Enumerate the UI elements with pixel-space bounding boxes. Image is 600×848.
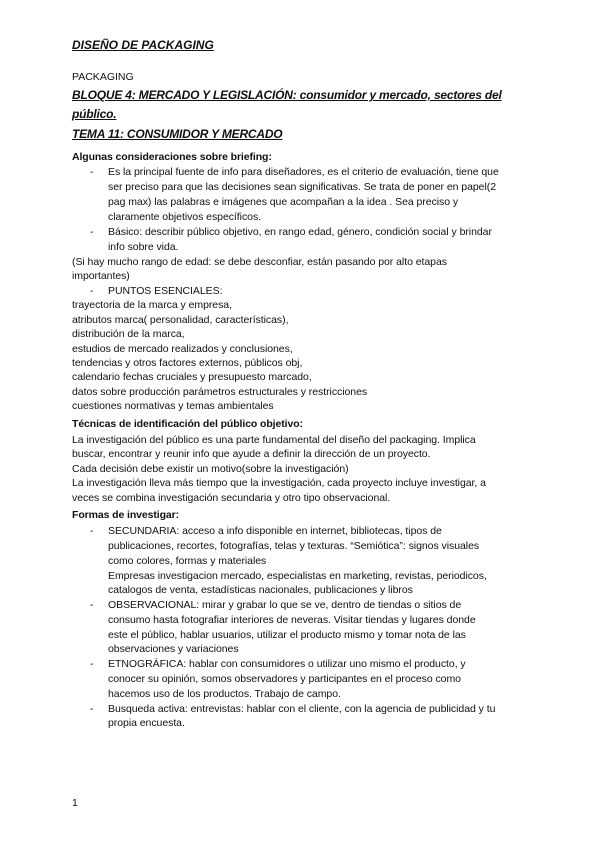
ethnographic-line: hacemos uso de los productos. Trabajo de campo. xyxy=(108,688,341,700)
briefing-heading: Algunas consideraciones sobre briefing: xyxy=(72,151,272,163)
techniques-line: La investigación del público es una parte fundamental del diseño del packaging. Implica xyxy=(72,434,476,446)
secondary-line: como colores, formas y materiales xyxy=(108,555,267,567)
methods-heading: Formas de investigar: xyxy=(72,509,180,521)
techniques-line: buscar, encontrar y reunir info que ayude a definir la dirección de un proyecto. xyxy=(72,448,431,460)
briefing-bullet1-line: Es la principal fuente de info para diseñadores, es el criterio de evaluación, tiene que xyxy=(108,166,499,178)
active-search-line: propia encuesta. xyxy=(108,717,185,729)
briefing-bullet1-line: pag max) las palabras e imágenes que acompañan a la idea . Sea preciso y xyxy=(108,196,459,208)
essentials-item: datos sobre producción parámetros estructurales y restricciones xyxy=(72,386,368,398)
bullet-dash: - xyxy=(90,285,94,297)
briefing-bullet1-line: claramente objetivos específicos. xyxy=(108,211,262,223)
bullet-dash: - xyxy=(90,525,94,537)
techniques-heading: Técnicas de identificación del público objetivo: xyxy=(72,418,303,430)
bullet-dash: - xyxy=(90,703,94,715)
secondary-line: SECUNDARIA: acceso a info disponible en internet, bibliotecas, tipos de xyxy=(108,525,442,537)
ethnographic-line: conocer su opinión, somos observadores y participantes en el proceso como xyxy=(108,673,461,685)
briefing-note-line: importantes) xyxy=(72,270,130,282)
essentials-item: trayectoria de la marca y empresa, xyxy=(72,299,232,311)
bullet-dash: - xyxy=(90,658,94,670)
essentials-item: atributos marca( personalidad, características), xyxy=(72,314,289,326)
bullet-dash: - xyxy=(90,226,94,238)
essentials-item: cuestiones normativas y temas ambientales xyxy=(72,400,274,412)
ethnographic-line: ETNOGRÁFICA: hablar con consumidores o utilizar uno mismo el producto, y xyxy=(108,658,466,670)
page-number: 1 xyxy=(72,797,78,809)
techniques-line: veces se combina investigación secundaria y otro tipo observacional. xyxy=(72,492,391,504)
briefing-bullet1-line: ser preciso para que las decisiones sean significativas. Se trata de poner en papel(2 xyxy=(108,181,496,193)
block-heading-line-2: público. xyxy=(72,107,117,121)
topic-heading: TEMA 11: CONSUMIDOR Y MERCADO xyxy=(72,127,283,141)
bullet-dash: - xyxy=(90,599,94,611)
observational-line: OBSERVACIONAL: mirar y grabar lo que se ve, dentro de tiendas o sitios de xyxy=(108,599,462,611)
observational-line: observaciones y variaciones xyxy=(108,643,239,655)
secondary-line: Empresas investigacion mercado, especialistas en marketing, revistas, periodicos, xyxy=(108,570,487,582)
secondary-line: publicaciones, recortes, fotografías, telas y texturas. “Semiótica”: signos visuales xyxy=(108,540,480,552)
block-heading-line-1: BLOQUE 4: MERCADO Y LEGISLACIÓN: consumidor y mercado, sectores del xyxy=(72,88,502,102)
active-search-line: Busqueda activa: entrevistas: hablar con el cliente, con la agencia de publicidad y tu xyxy=(108,703,496,715)
essentials-item: tendencias y otros factores externos, públicos obj, xyxy=(72,357,303,369)
essentials-item: estudios de mercado realizados y conclusiones, xyxy=(72,343,293,355)
essentials-heading: PUNTOS ESENCIALES: xyxy=(108,285,223,297)
techniques-line: Cada decisión debe existir un motivo(sobre la investigación) xyxy=(72,463,349,475)
section-label: PACKAGING xyxy=(72,71,134,83)
essentials-item: calendario fechas cruciales y presupuesto marcado, xyxy=(72,371,312,383)
observational-line: consumo hasta fotografiar interiores de neveras. Visitar tiendas y lugares donde xyxy=(108,614,476,626)
techniques-line: La investigación lleva más tiempo que la investigación, cada proyecto incluye investigar, a xyxy=(72,477,486,489)
document-title: DISEÑO DE PACKAGING xyxy=(72,38,214,52)
briefing-bullet2-line: info sobre vida. xyxy=(108,241,179,253)
observational-line: este el público, hablar usuarios, utilizar el producto mismo y tomar nota de las xyxy=(108,629,466,641)
secondary-line: catalogos de venta, estadísticas nacionales, publicaciones y libros xyxy=(108,584,413,596)
essentials-item: distribución de la marca, xyxy=(72,328,185,340)
briefing-note-line: (Si hay mucho rango de edad: se debe desconfiar, están pasando por alto etapas xyxy=(72,256,447,268)
briefing-bullet2-line: Básico: describir público objetivo, en rango edad, género, condición social y brindar xyxy=(108,226,492,238)
bullet-dash: - xyxy=(90,166,94,178)
